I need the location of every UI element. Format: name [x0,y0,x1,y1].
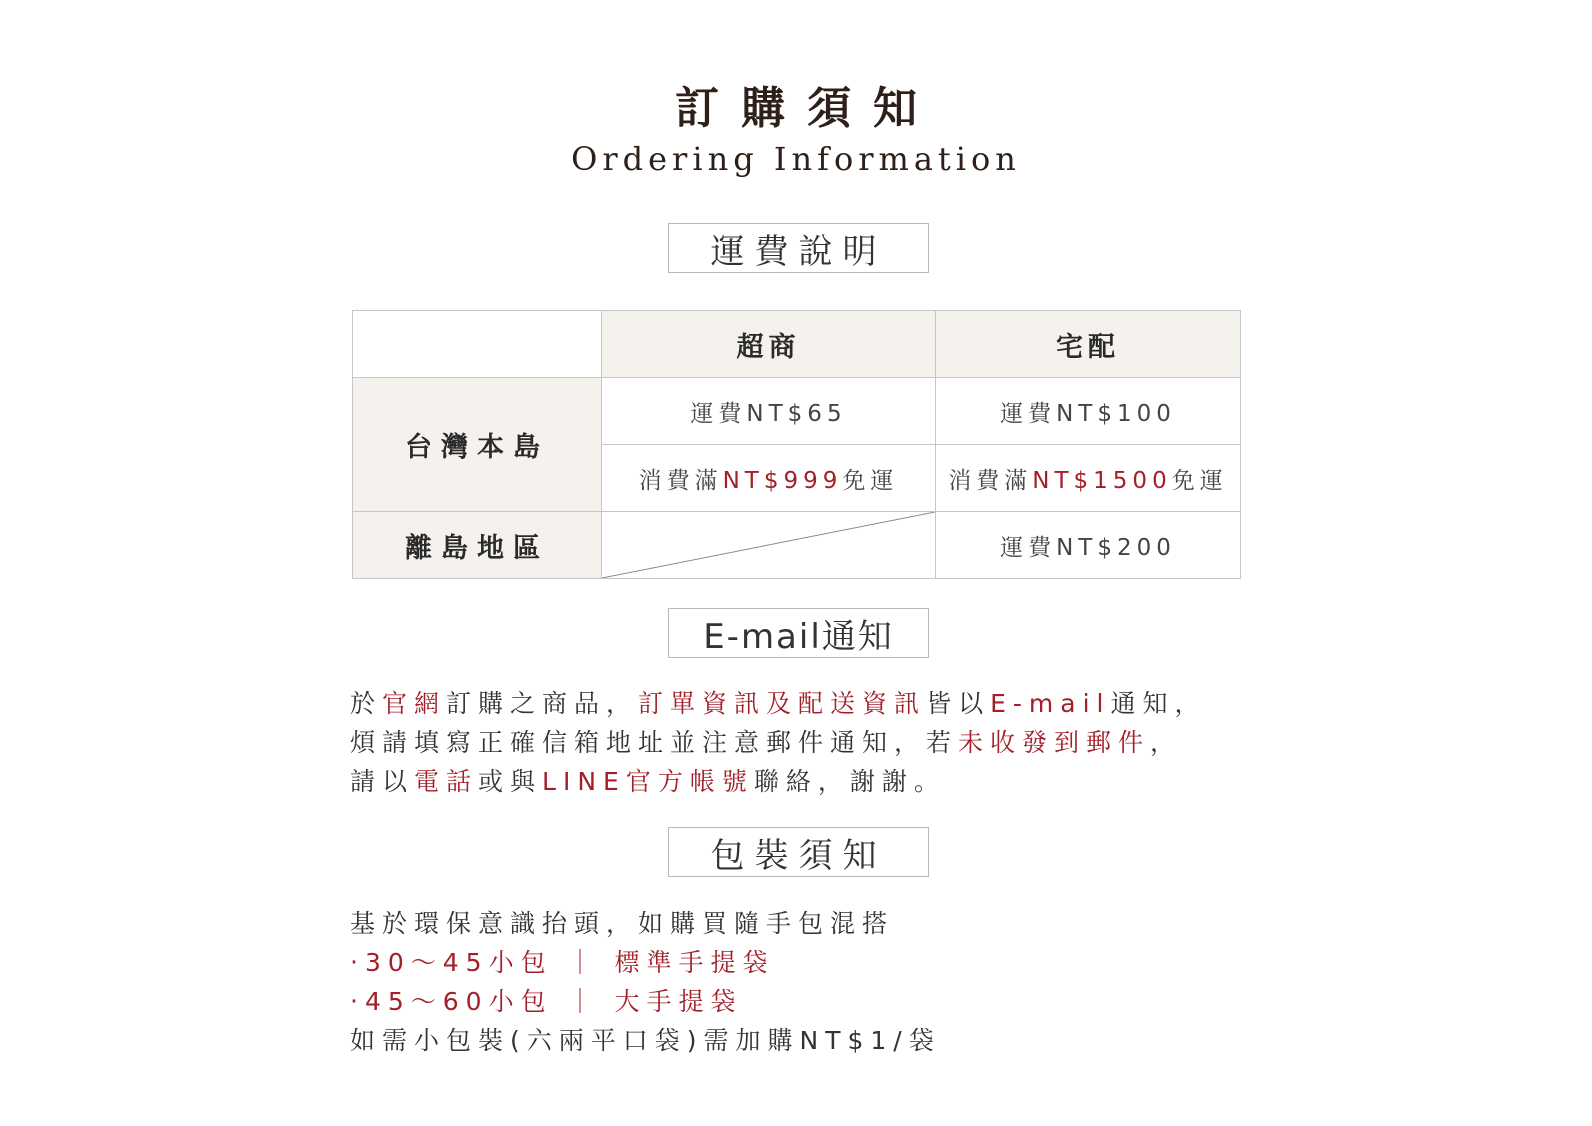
store-not-available-cell [602,512,936,579]
row-header-main-island: 台灣本島 [353,378,602,512]
packaging-notice-text [350,904,941,1060]
row-header-outlying-islands: 離島地區 [353,512,602,579]
page-subtitle: Ordering Information [571,140,1021,178]
email-section-label: E-mail通知 [668,608,929,658]
email-line-2: 煩請填寫正確信箱地址並注意郵件通知，若未收發到郵件， [350,728,1183,757]
packaging-note: 如需小包裝(六兩平口袋)需加購NT$1/袋 [350,1026,941,1055]
column-header-store: 超商 [602,311,936,378]
table-corner-cell [353,311,602,378]
email-line-1: 於官網訂購之商品，訂單資訊及配送資訊皆以E-mail通知， [350,689,1207,718]
page-title: 訂購須知 [675,83,939,134]
store-free-shipping-cell: 消費滿NT$999免運 [602,445,936,512]
packaging-item-1: ‧30～45小包 ｜ 標準手提袋 [350,948,775,977]
packaging-section-label: 包裝須知 [668,827,929,877]
column-header-home: 宅配 [936,311,1241,378]
shipping-section-label: 運費說明 [668,223,929,273]
email-notice-text [350,684,1206,801]
island-home-fee-cell: 運費NT$200 [936,512,1241,579]
home-free-shipping-cell: 消費滿NT$1500免運 [936,445,1241,512]
packaging-intro: 基於環保意識抬頭，如購買隨手包混搭 [350,909,895,938]
home-fee-cell: 運費NT$100 [936,378,1241,445]
shipping-table [352,310,1241,579]
packaging-item-2: ‧45～60小包 ｜ 大手提袋 [350,987,743,1016]
diagonal-line [602,512,935,578]
store-fee-cell: 運費NT$65 [602,378,936,445]
email-line-3: 請以電話或與LINE官方帳號聯絡，謝謝。 [350,767,946,796]
